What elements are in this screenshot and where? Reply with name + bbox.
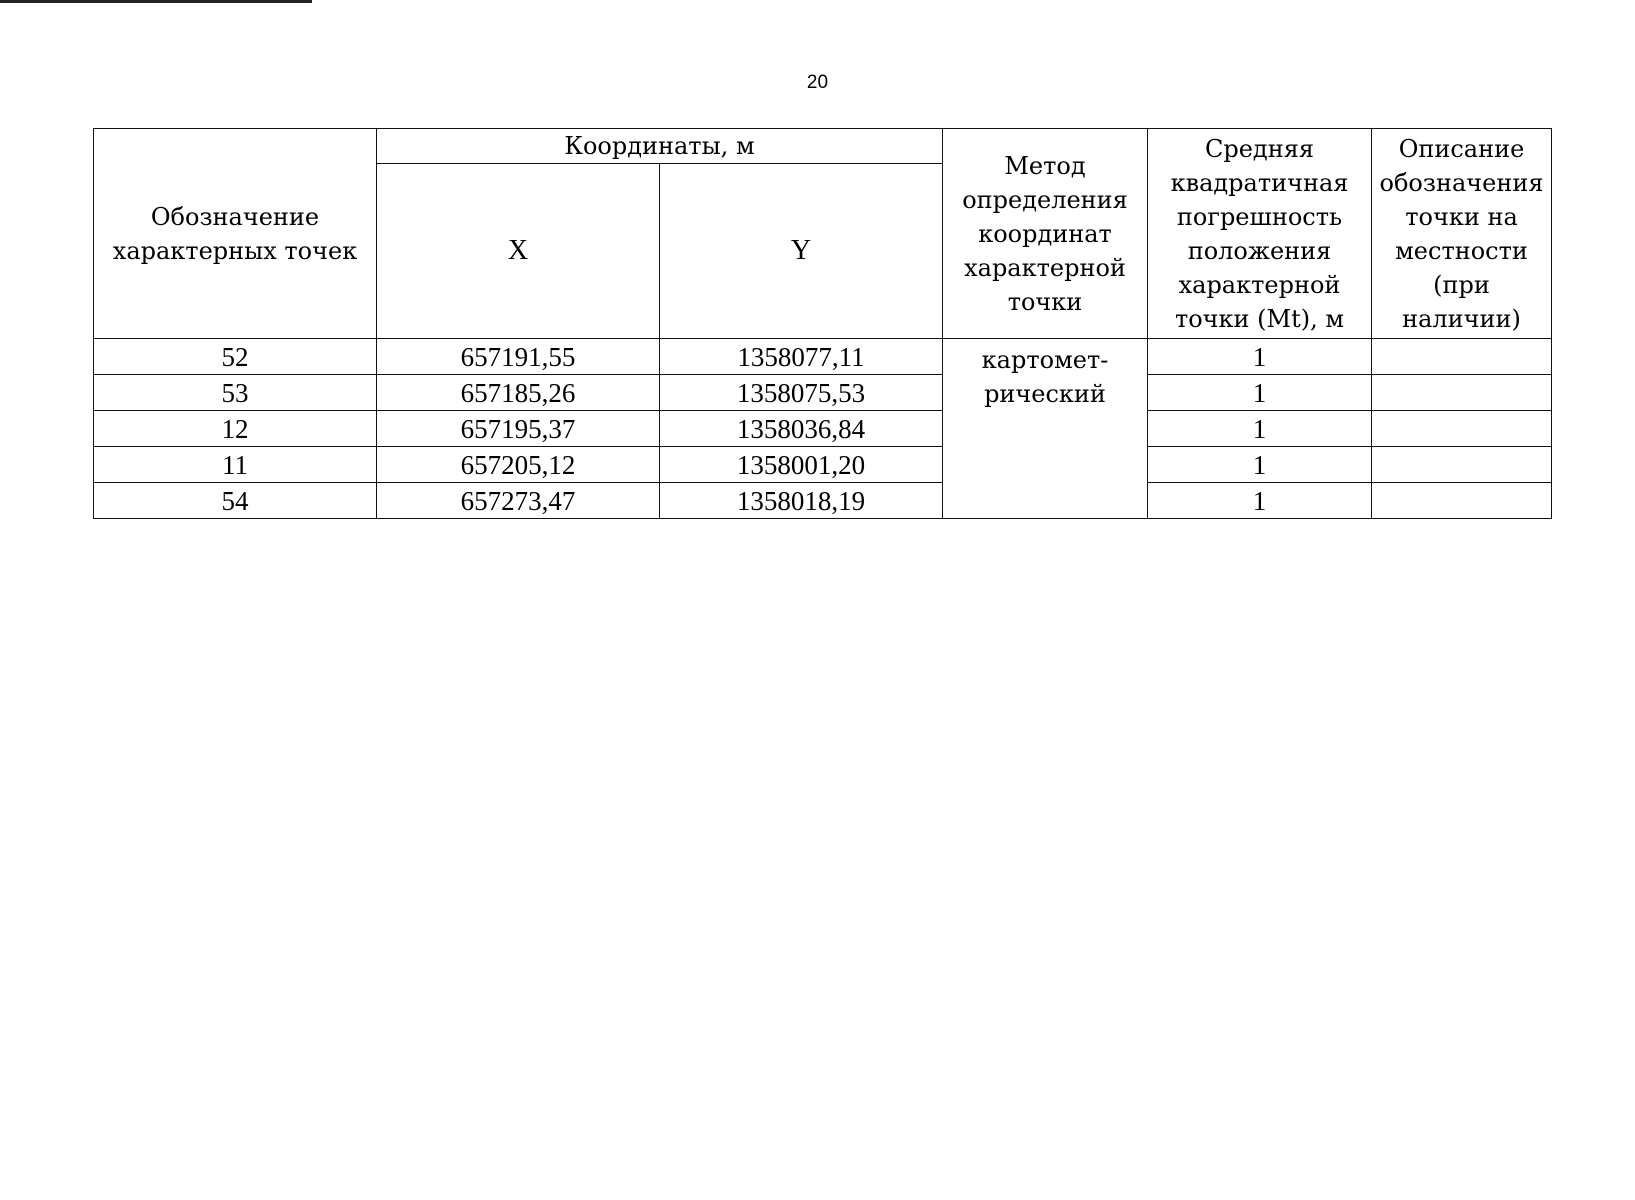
cell-description [1372, 483, 1552, 519]
cell-point: 52 [94, 339, 377, 375]
cell-y: 1358077,11 [660, 339, 943, 375]
cell-y: 1358036,84 [660, 411, 943, 447]
page-number: 20 [806, 72, 829, 93]
header-point-designation: Обозначение характерных точек [94, 129, 377, 339]
coordinates-table [93, 128, 1552, 519]
table-row [94, 447, 1552, 483]
cell-point: 11 [94, 447, 377, 483]
cell-description [1372, 411, 1552, 447]
cell-description [1372, 375, 1552, 411]
table-row [94, 375, 1552, 411]
cell-description [1372, 447, 1552, 483]
cell-mt: 1 [1148, 447, 1372, 483]
table-row [94, 411, 1552, 447]
cell-y: 1358001,20 [660, 447, 943, 483]
header-x: X [377, 164, 660, 339]
table-row [94, 339, 1552, 375]
cell-x: 657191,55 [377, 339, 660, 375]
cell-x: 657273,47 [377, 483, 660, 519]
cell-method [943, 339, 1148, 519]
cell-y: 1358075,53 [660, 375, 943, 411]
cell-mt: 1 [1148, 411, 1372, 447]
cell-point: 12 [94, 411, 377, 447]
cell-point: 54 [94, 483, 377, 519]
cell-description [1372, 339, 1552, 375]
cell-mt: 1 [1148, 483, 1372, 519]
cell-x: 657185,26 [377, 375, 660, 411]
cell-x: 657195,37 [377, 411, 660, 447]
header-method: Метод определения координат характерной точки [943, 129, 1148, 339]
cell-point: 53 [94, 375, 377, 411]
cell-mt: 1 [1148, 339, 1372, 375]
header-description: Описание обозначения точки на местности (при наличии) [1372, 129, 1552, 339]
method-text: картомет-рический [981, 346, 1109, 408]
header-coordinates-group: Координаты, м [377, 129, 943, 164]
table-row [94, 483, 1552, 519]
header-mean-square-error: Средняя квадратичная погрешность положения характерной точки (Mt), м [1148, 129, 1372, 339]
cell-y: 1358018,19 [660, 483, 943, 519]
scan-edge-line [0, 0, 312, 3]
header-y: Y [660, 164, 943, 339]
cell-x: 657205,12 [377, 447, 660, 483]
cell-mt: 1 [1148, 375, 1372, 411]
